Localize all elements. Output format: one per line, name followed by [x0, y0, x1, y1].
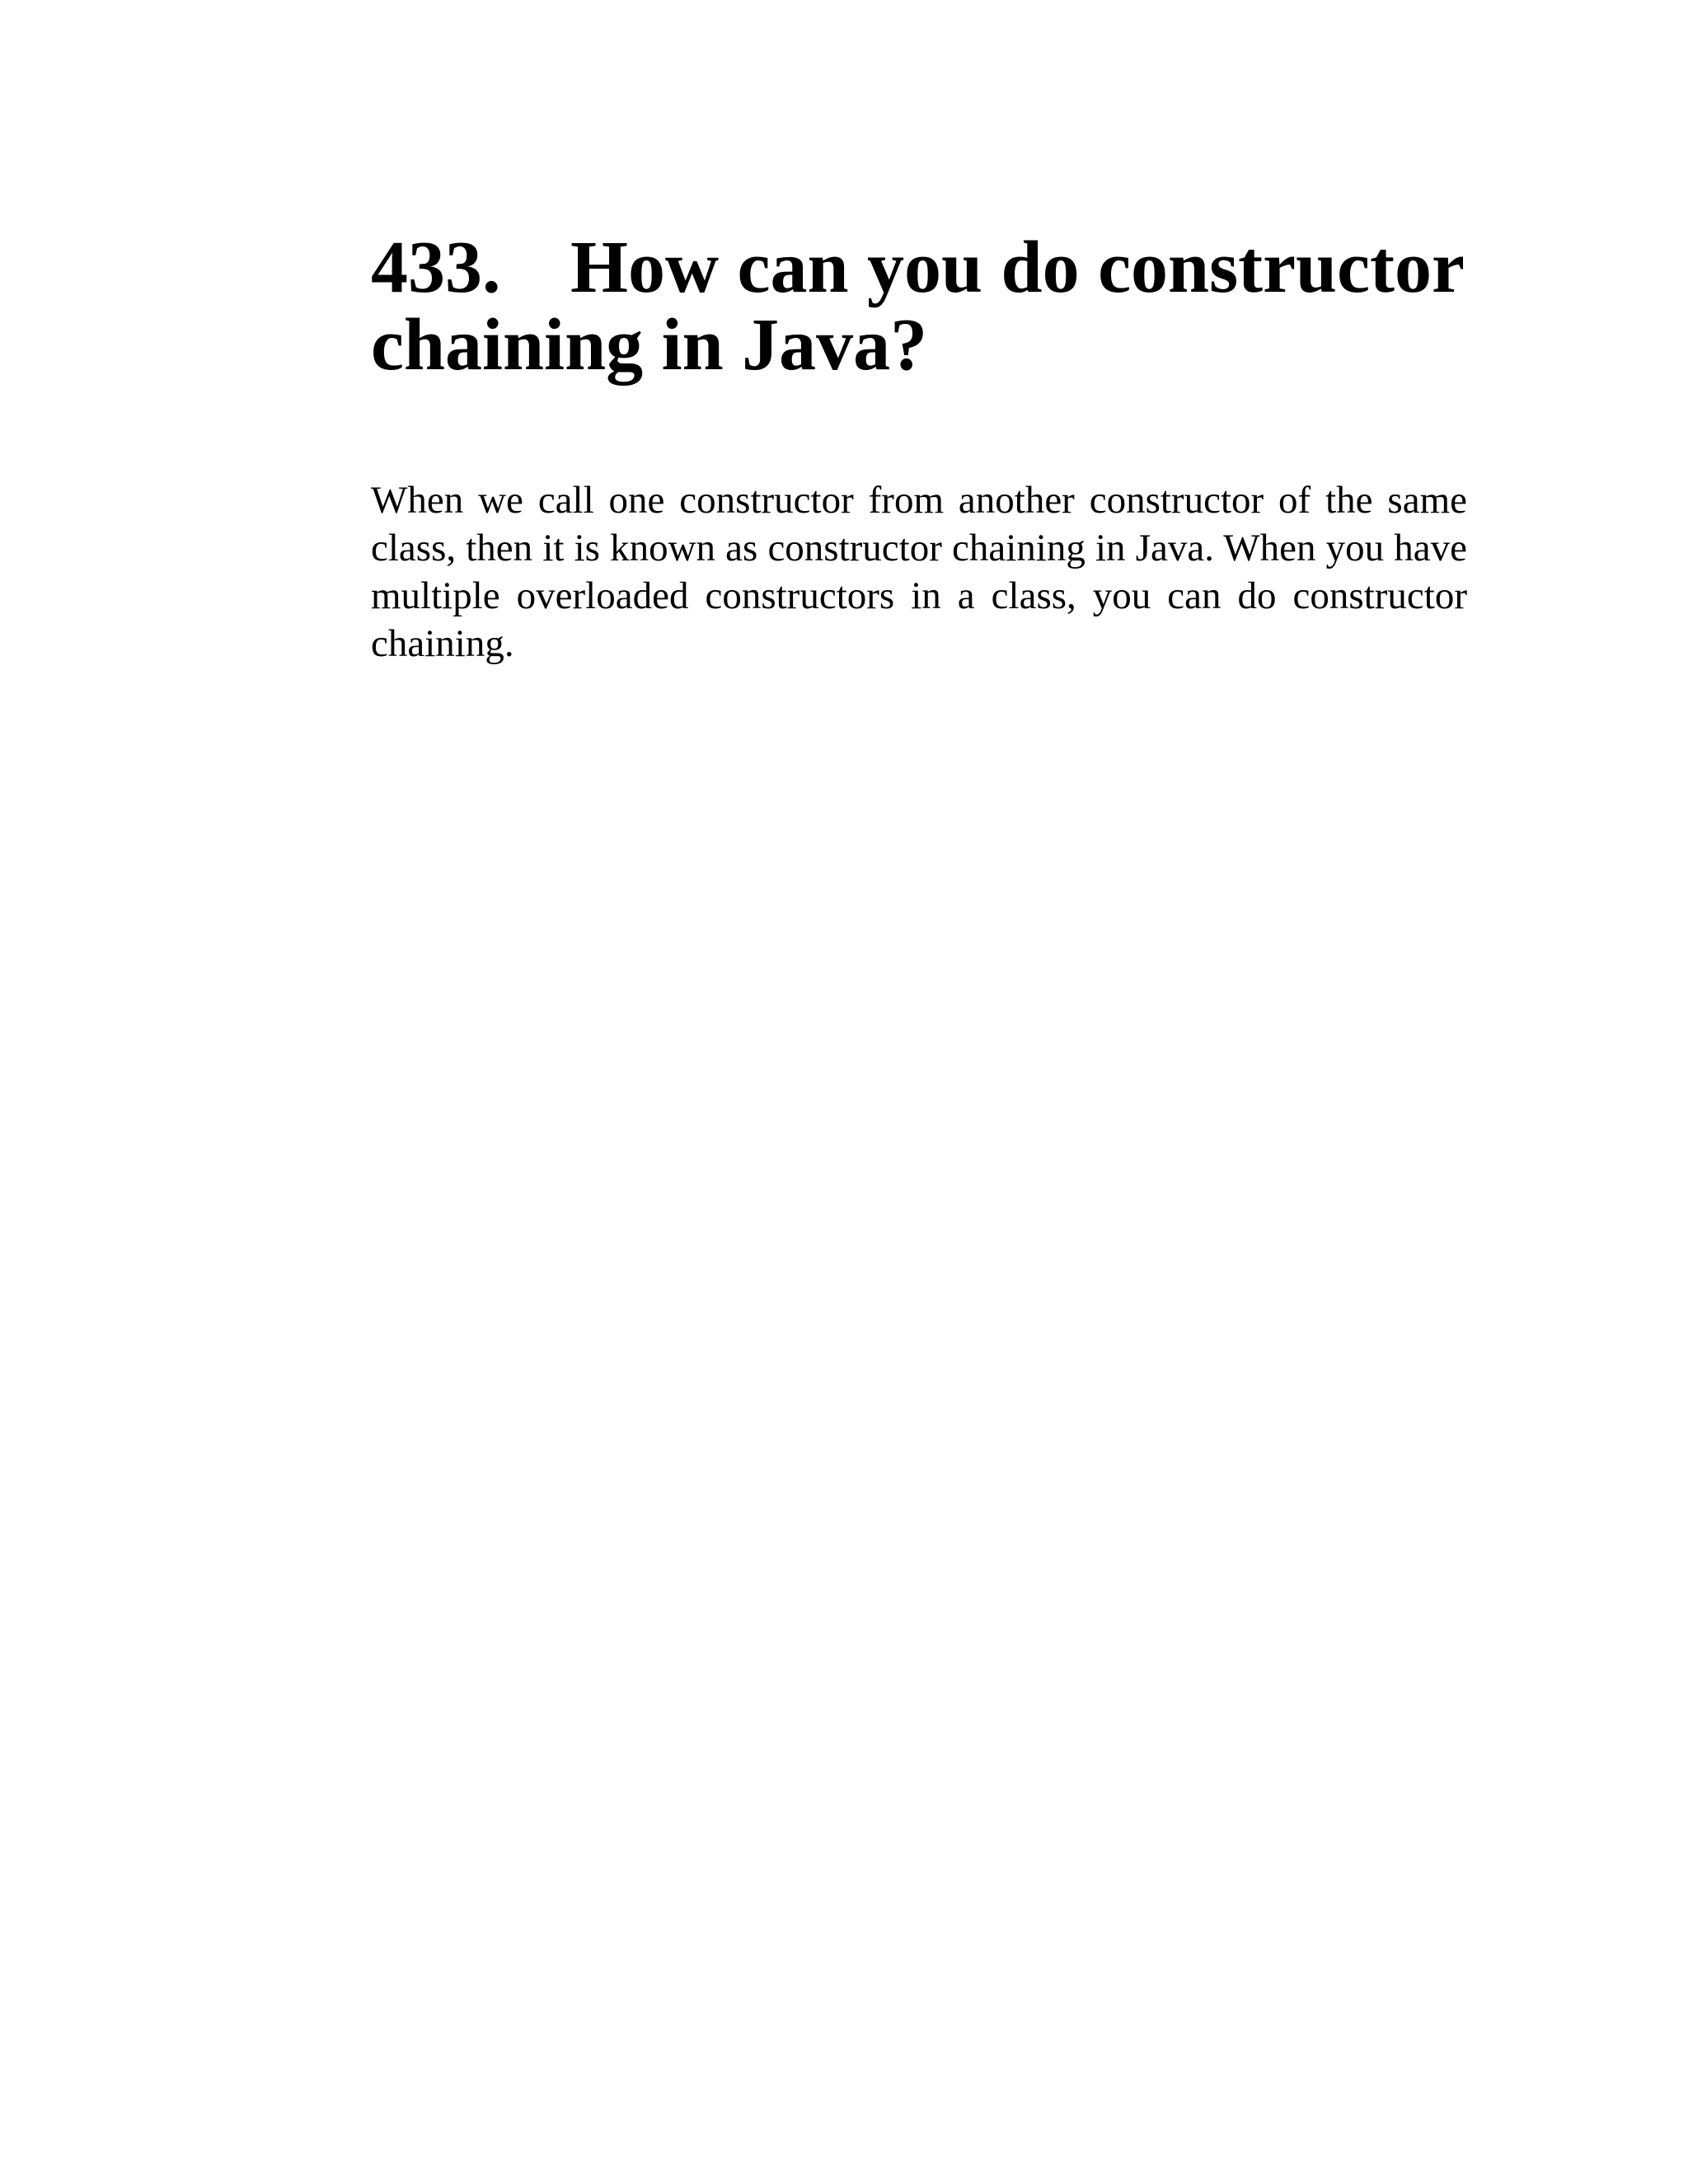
content-area	[371, 229, 1467, 668]
answer-paragraph: When we call one constructor from another constructor of the same class, then it is known as constructor chaining in Java. When you have multiple overloaded constructors in a class, you can do constructor chaining.	[371, 479, 1467, 665]
question-heading	[371, 229, 1467, 384]
question-title: How can you do constructor chaining in Java?	[371, 227, 1464, 386]
question-number: 433.	[371, 227, 501, 308]
